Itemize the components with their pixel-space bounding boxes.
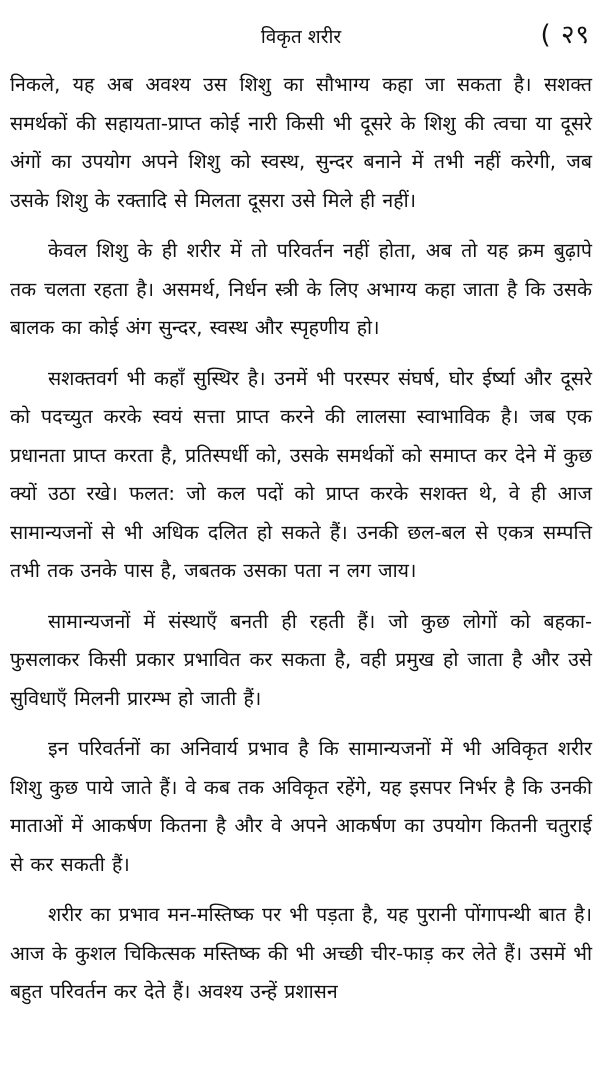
running-title: विकृत शरीर xyxy=(260,26,342,48)
paragraph: सामान्यजनों में संस्थाएँ बनती ही रहती हैं। जो कुछ लोगों को बहका-फुसलाकर किसी प्रकार प्रभावित कर सकता है, वही प्रमुख हो जाता है और उसे सुविधाएँ मिलनी प्रारम्भ हो जाती हैं। xyxy=(10,609,592,710)
paragraph: शरीर का प्रभाव मन-मस्तिष्क पर भी पड़ता है, यह पुरानी पोंगापन्थी बात है। आज के कुशल चिकित्सक मस्तिष्क की भी अच्छी चीर-फाड़ कर लेते हैं। उसमें भी बहुत परिवर्तन कर देते हैं। अवश्य उन्हें प्रशासन xyxy=(10,903,592,1003)
paragraph-continuation: निकले, यह अब अवश्य उस शिशु का सौभाग्य कहा जा सकता है। सशक्त समर्थकों की सहायता-प्राप्त कोई नारी किसी भी दूसरे के शिशु की त्वचा या दूसरे अंगों का उपयोग अपने शिशु को स्वस्थ, सुन्दर बनाने में तभी नहीं करेगी, जब उसके शिशु के रक्तादि से मिलता दूसरा उसे मिले ही नहीं। xyxy=(10,73,592,212)
paragraph: सशक्तवर्ग भी कहाँ सुस्थिर है। उनमें भी परस्पर संघर्ष, घोर ईर्ष्या और दूसरे को पदच्युत करके स्वयं सत्ता प्राप्त करने की लालसा स्वाभाविक है। जब एक प्रधानता प्राप्त करता है, प्रतिस्पर्धी को, उसके समर्थकों को समाप्त कर देने में कुछ क्यों उठा रखे। फलत: जो कल पदों को प्राप्त करके सशक्त थे, वे ही आज सामान्यजनों से भी अधिक दलित हो सकते हैं। उनकी छल-बल से एकत्र सम्पत्ति तभी तक उनके पास है, जबतक उसका पता न लग जाय। xyxy=(10,366,592,582)
body-text xyxy=(10,66,592,1012)
page-number: ( २९ xyxy=(540,20,590,50)
paragraph: केवल शिशु के ही शरीर में तो परिवर्तन नहीं होता, अब तो यह क्रम बुढ़ापे तक चलता रहता है। असमर्थ, निर्धन स्त्री के लिए अभाग्य कहा जाता है कि उसके बालक का कोई अंग सुन्दर, स्वस्थ और स्पृहणीय हो। xyxy=(10,239,592,339)
running-header xyxy=(10,0,592,66)
paragraph: इन परिवर्तनों का अनिवार्य प्रभाव है कि सामान्यजनों में भी अविकृत शरीर शिशु कुछ पाये जाते हैं। वे कब तक अविकृत रहेंगे, यह इसपर निर्भर है कि उनकी माताओं में आकर्षण कितना है और वे अपने आकर्षण का उपयोग कितनी चतुराई से कर सकती हैं। xyxy=(10,737,592,876)
